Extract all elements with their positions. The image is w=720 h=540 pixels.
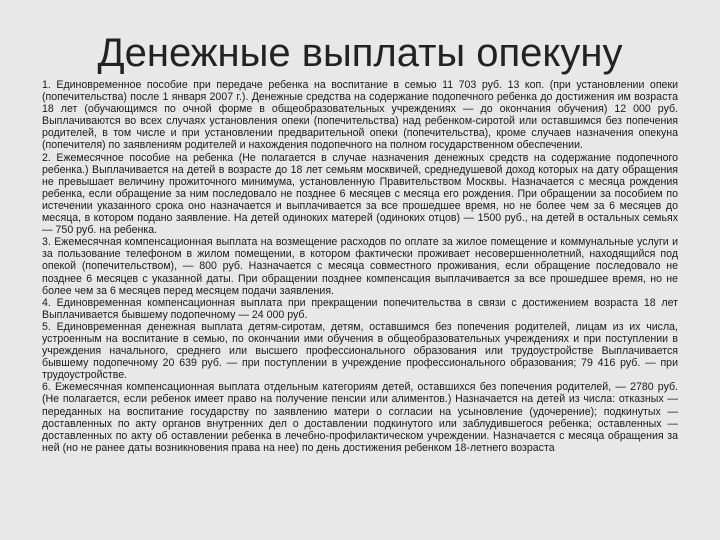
paragraph-3: 3. Ежемесячная компенсационная выплата на возмещение расходов по оплате за жилое помещение и коммунальные услуги и за пользование телефоном в жилом помещении, в котором фактически проживает несовершеннолетний, находящийся под опекой (попечительством), — 800 руб. Назначается с месяца совместного проживания, если обращение последовало не позднее 6 месяцев с указанной даты. При обращении позднее компенсация выплачивается за все прошедшее время, но не более чем за 6 месяцев перед месяцем подачи заявления. <box>42 236 678 297</box>
document-body <box>42 79 678 454</box>
paragraph-6: 6. Ежемесячная компенсационная выплата отдельным категориям детей, оставшихся без попечения родителей, — 2780 руб. (Не полагается, если ребенок имеет право на получение пенсии или алиментов.) Назначается на детей из числа: отказных — переданных на воспитание государству по заявлению матери о согласии на усыновление (удочерение); подкинутых — доставленных по акту органов внутренних дел о доставлении подкинутого или заблудившегося ребенка; оставленных — доставленных по акту об оставлении ребенка в лечебно-профилактическом учреждении. Назначается с месяца обращения за ней (но не ранее даты возникновения права на нее) по день достижения ребенком 18-летнего возраста <box>42 381 678 454</box>
page-title: Денежные выплаты опекуну <box>97 31 623 75</box>
paragraph-5: 5. Единовременная денежная выплата детям-сиротам, детям, оставшимся без попечения родителей, лицам из их числа, устроенным на воспитание в семью, по окончании ими обучения в общеобразовательных учреждениях и при поступлении в учреждения начального, среднего или высшего профессионального образования или трудоустройстве Выплачивается бывшему подопечному 20 639 руб. — при поступлении в учреждение профессионального образования; 79 416 руб. — при трудоустройстве. <box>42 320 678 382</box>
paragraph-1: 1. Единовременное пособие при передаче ребенка на воспитание в семью 11 703 руб. 13 коп. (при установлении опеки (попечительства) после 1 января 2007 г.). Денежные средства на содержание подопечного ребенка до достижения им возраста 18 лет (обучающимся по очной форме в общеобразовательных учреждениях — до окончания обучения) 12 000 руб. Выплачиваются во всех случаях установления опеки (попечительства) над ребенком-сиротой или оставшимся без попечения родителей, в том числе и при установлении предварительной опеки (попечительства), кроме случаев назначения опекуна (попечителя) по заявлениям родителей и нахождения подопечного на полном государственном обеспечении. <box>42 79 678 152</box>
paragraph-2: 2. Ежемесячное пособие на ребенка (Не полагается в случае назначения денежных средств на содержание подопечного ребенка.) Выплачивается на детей в возрасте до 18 лет семьям москвичей, среднедушевой доход которых на дату обращения не превышает величину прожиточного минимума, установленную Правительством Москвы. Назначается с месяца рождения ребенка, если обращение за ним последовало не позднее 6 месяцев с месяца его рождения. При обращении за пособием по истечении указанного срока оно назначается и выплачивается за все прошедшее время, но не более чем за 6 месяцев до месяца, в котором подано заявление. На детей одиноких матерей (одиноких отцов) — 1500 руб., на детей в остальных семьях — 750 руб. на ребенка. <box>42 151 678 237</box>
paragraph-4: 4. Единовременная компенсационная выплата при прекращении попечительства в связи с достижением возраста 18 лет Выплачивается бывшему подопечному — 24 000 руб. <box>42 296 678 321</box>
